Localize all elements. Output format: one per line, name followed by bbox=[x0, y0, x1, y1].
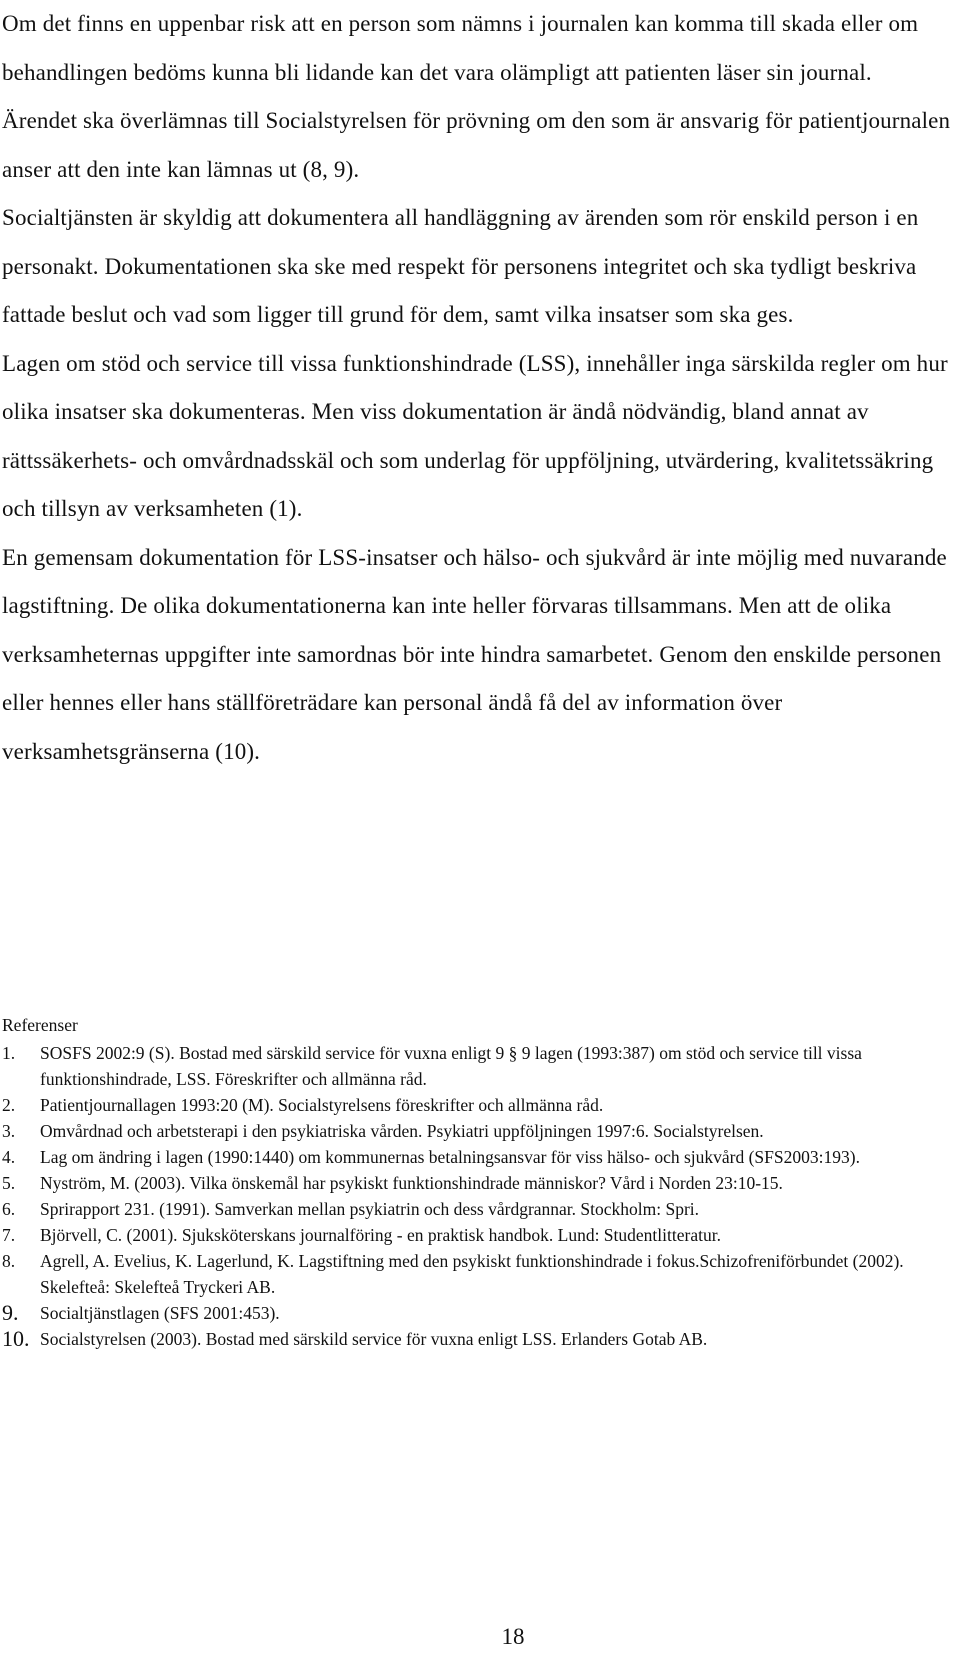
reference-number: 2. bbox=[2, 1095, 16, 1115]
reference-number: 5. bbox=[2, 1173, 16, 1193]
references-section bbox=[2, 1012, 942, 1352]
reference-text: Socialstyrelsen (2003). Bostad med särskild service för vuxna enligt LSS. Erlanders Gotab AB. bbox=[40, 1329, 708, 1349]
paragraph-social-services: Socialtjänsten är skyldig att dokumentera all handläggning av ärenden som rör enskild person i en personakt. Dokumentationen ska ske med respekt för personens integritet och ska tydligt beskriva fattade beslut och vad som ligger till grund för dem, samt vilka insatser som ska ges. bbox=[2, 205, 919, 327]
reference-number: 1. bbox=[2, 1043, 16, 1063]
reference-text: Lag om ändring i lagen (1990:1440) om kommunernas betalningsansvar för viss hälso- och sjukvård (SFS2003:193). bbox=[40, 1147, 860, 1167]
reference-number: 4. bbox=[2, 1147, 16, 1167]
body-text bbox=[2, 0, 952, 776]
reference-number: 7. bbox=[2, 1225, 16, 1245]
reference-item bbox=[2, 1222, 942, 1248]
reference-list bbox=[2, 1040, 942, 1352]
reference-number: 9. bbox=[2, 1300, 19, 1325]
reference-text: Patientjournallagen 1993:20 (M). Socialstyrelsens föreskrifter och allmänna råd. bbox=[40, 1095, 604, 1115]
paragraph-lss: Lagen om stöd och service till vissa funktionshindrade (LSS), innehåller inga särskilda regler om hur olika insatser ska dokumenteras. Men viss dokumentation är ändå nödvändig, bland annat av rättssäkerhets- och omvårdnadsskäl och som underlag för uppföljning, utvärdering, kvalitetssäkring och tillsyn av verksamheten (1). bbox=[2, 350, 948, 521]
reference-number: 10. bbox=[2, 1326, 30, 1351]
reference-item bbox=[2, 1170, 942, 1196]
paragraph-patient-journal: Om det finns en uppenbar risk att en person som nämns i journalen kan komma till skada eller om behandlingen bedöms kunna bli lidande kan det vara olämpligt att patienten läser sin journal. Ärendet ska överlämnas till Socialstyrelsen för prövning om den som är ansvarig för patientjournalen anser att den inte kan lämnas ut (8, 9). bbox=[2, 11, 951, 182]
reference-number: 3. bbox=[2, 1121, 16, 1141]
reference-item bbox=[2, 1248, 942, 1300]
reference-item bbox=[2, 1300, 942, 1326]
reference-item bbox=[2, 1196, 942, 1222]
reference-item bbox=[2, 1092, 942, 1118]
reference-text: Socialtjänstlagen (SFS 2001:453). bbox=[40, 1303, 280, 1323]
paragraph-joint-documentation: En gemensam dokumentation för LSS-insatser och hälso- och sjukvård är inte möjlig med nuvarande lagstiftning. De olika dokumentationerna kan inte heller förvaras tillsammans. Men att de olika verksamheternas uppgifter inte samordnas bör inte hindra samarbetet. Genom den enskilde personen eller hennes eller hans ställföreträdare kan personal ändå få del av information över verksamhetsgränserna (10). bbox=[2, 544, 947, 764]
page-number: 18 bbox=[501, 1624, 525, 1649]
reference-number: 8. bbox=[2, 1251, 16, 1271]
reference-text: SOSFS 2002:9 (S). Bostad med särskild service för vuxna enligt 9 § 9 lagen (1993:387) om stöd och service till vissa funktionshindrade, LSS. Föreskrifter och allmänna råd. bbox=[40, 1043, 862, 1089]
reference-text: Omvårdnad och arbetsterapi i den psykiatriska vården. Psykiatri uppföljningen 1997:6. Socialstyrelsen. bbox=[40, 1121, 764, 1141]
reference-text: Agrell, A. Evelius, K. Lagerlund, K. Lagstiftning med den psykiskt funktionshindrade i fokus.Schizofreniförbundet (2002). Skelefteå: Skelefteå Tryckeri AB. bbox=[40, 1251, 904, 1297]
reference-text: Nyström, M. (2003). Vilka önskemål har psykiskt funktionshindrade människor? Vård i Norden 23:10-15. bbox=[40, 1173, 783, 1193]
reference-item bbox=[2, 1144, 942, 1170]
reference-text: Sprirapport 231. (1991). Samverkan mellan psykiatrin och dess vårdgrannar. Stockholm: Spri. bbox=[40, 1199, 700, 1219]
reference-text: Björvell, C. (2001). Sjuksköterskans journalföring - en praktisk handbok. Lund: Studentlitteratur. bbox=[40, 1225, 721, 1245]
reference-item bbox=[2, 1040, 942, 1092]
reference-item bbox=[2, 1326, 942, 1352]
reference-item bbox=[2, 1118, 942, 1144]
reference-number: 6. bbox=[2, 1199, 16, 1219]
references-heading: Referenser bbox=[2, 1015, 78, 1035]
